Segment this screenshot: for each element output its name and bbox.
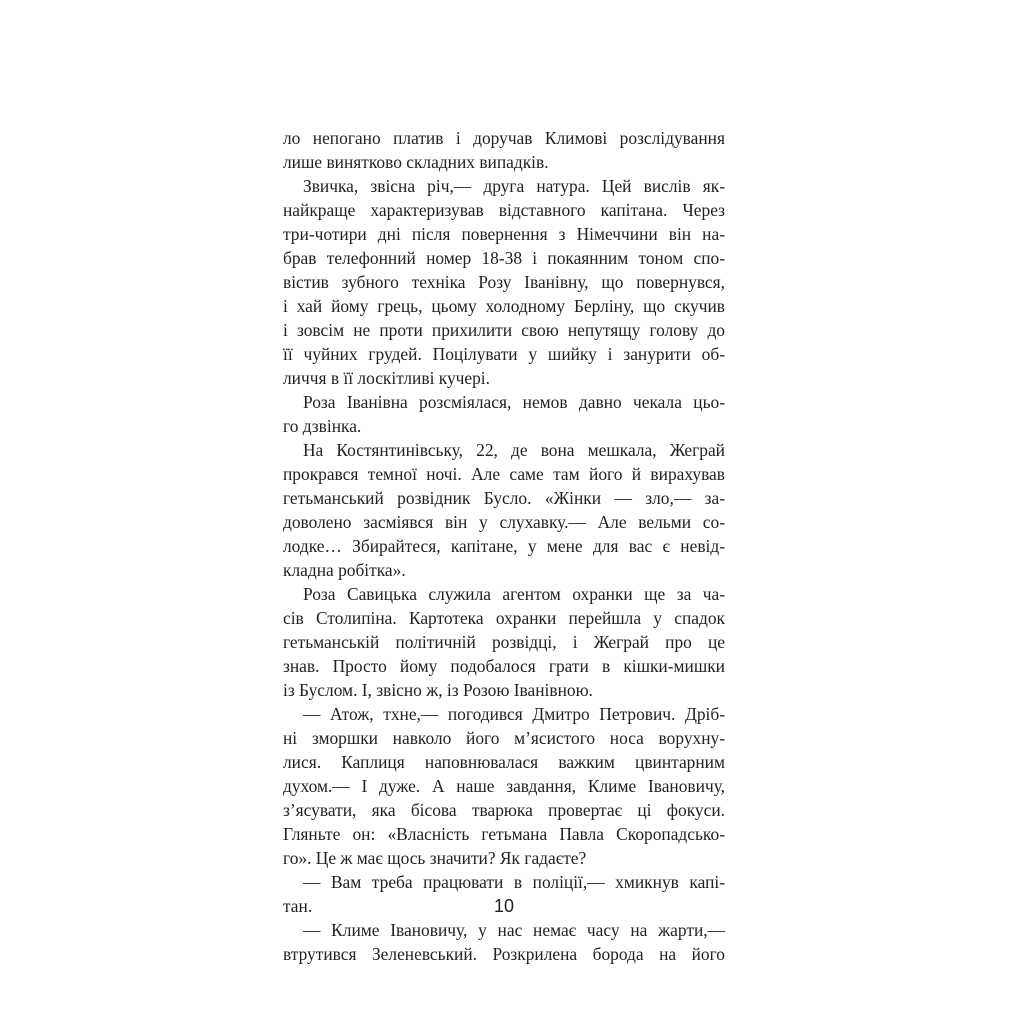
page-number: 10 [493,896,515,916]
text-line: гетьманський розвідник Бусло. «Жінки — зло,— за- [283,488,725,508]
text-line: Роза Савицька служила агентом охранки ще за ча- [303,584,725,604]
text-line: прокрався темної ночі. Але саме там його й вирахував [283,464,725,484]
text-line: лодке… Збирайтеся, капітане, у мене для вас є невід- [283,536,725,556]
text-line: брав телефонний номер 18-38 і покаянним тоном спо- [283,248,725,268]
text-line: три-чотири дні після повернення з Німеччини він на- [283,224,725,244]
text-line: її чуйних грудей. Поцілувати у шийку і занурити об- [283,344,725,364]
text-line: ні зморшки навколо його м’ясистого носа ворухну- [283,728,725,748]
text-line: вістив зубного техніка Розу Іванівну, що повернувся, [283,272,725,292]
text-line: — Атож, тхне,— погодився Дмитро Петрович. Дріб- [303,704,725,724]
text-line: лише винятково складних випадків. [283,152,549,172]
text-line: лися. Каплиця наповнювалася важким цвинтарним [283,752,725,772]
text-line: ло непогано платив і доручав Климові розслідування [283,128,725,148]
text-line: найкраще характеризував відставного капітана. Через [283,200,725,220]
text-line: з’ясувати, яка бісова тварюка провертає ці фокуси. [283,800,725,820]
text-line: гетьманській політичній розвідці, і Жеграй про це [283,632,725,652]
text-line: Роза Іванівна розсміялася, немов давно чекала цьо- [303,392,725,412]
text-line: Звичка, звісна річ,— друга натура. Цей вислів як- [303,176,725,196]
text-line: На Костянтинівську, 22, де вона мешкала, Жеграй [303,440,725,460]
text-line: личчя в її лоскітливі кучері. [283,368,490,388]
text-line: духом.— І дуже. А наше завдання, Климе Івановичу, [283,776,725,796]
text-line: із Буслом. І, звісно ж, із Розою Іванівною. [283,680,593,700]
text-line: кладна робітка». [283,560,406,580]
text-line: втрутився Зеленевський. Розкрилена борода на його [283,944,725,964]
text-line: і хай йому грець, цьому холодному Берліну, що скучив [283,296,725,316]
text-line: го». Це ж має щось значити? Як гадаєте? [283,848,587,868]
text-line: тан. [283,896,313,916]
body-text [283,126,725,966]
text-line: сів Столипіна. Картотека охранки перейшла у спадок [283,608,725,628]
text-line: Гляньте он: «Власність гетьмана Павла Скоропадсько- [283,824,725,844]
text-line: — Вам треба працювати в поліції,— хмикнув капі- [303,872,725,892]
text-line: доволено засміявся він у слухавку.— Але вельми со- [283,512,725,532]
text-line: — Климе Івановичу, у нас немає часу на жарти,— [303,920,725,940]
text-line: знав. Просто йому подобалося грати в кішки-мишки [283,656,725,676]
text-line: і зовсім не проти прихилити свою непутящу голову до [283,320,725,340]
text-line: го дзвінка. [283,416,362,436]
